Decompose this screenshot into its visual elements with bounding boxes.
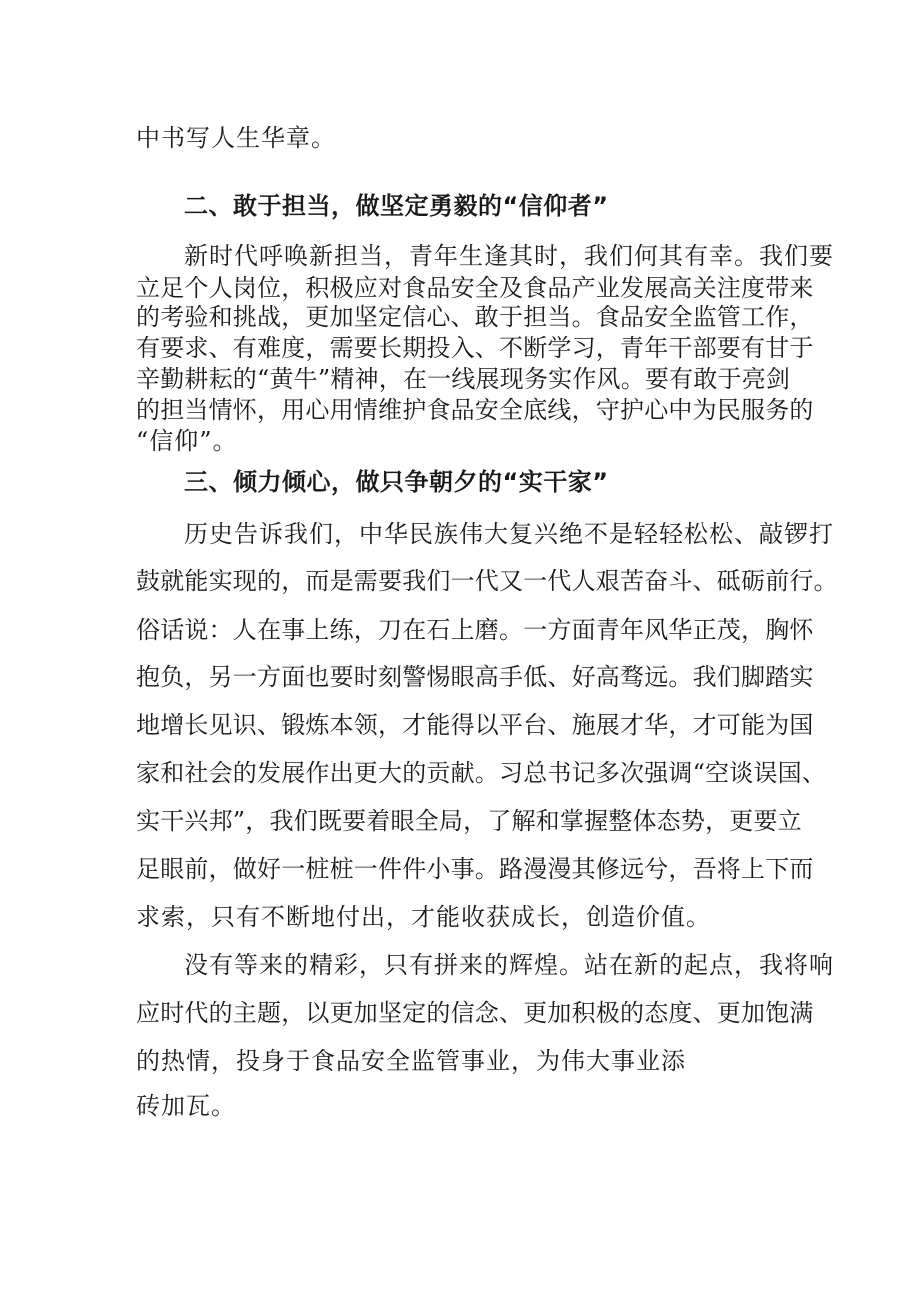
intro-line: 中书写人生华章。 (136, 124, 336, 152)
section-3-heading: 三、倾力倾心，做只争朝夕的“实干家” (184, 468, 609, 496)
section-2-line: 立足个人岗位，积极应对食品安全及食品产业发展高关注度带来 (136, 274, 814, 302)
closing-line: 应时代的主题，以更加坚定的信念、更加积极的态度、更加饱满 (136, 999, 814, 1027)
section-2-line: 新时代呼唤新担当，青年生逢其时，我们何其有幸。我们要 (184, 242, 834, 270)
section-3-line: 历史告诉我们，中华民族伟大复兴绝不是轻轻松松、敲锣打 (184, 520, 834, 548)
section-3-line: 俗话说：人在事上练，刀在石上磨。一方面青年风华正茂，胸怀 (136, 616, 814, 644)
section-3-line: 地增长见识、锻炼本领，才能得以平台、施展才华，才可能为国 (136, 711, 814, 739)
section-3-line: 实干兴邦”，我们既要着眼全局，了解和掌握整体态势，更要立 (136, 807, 802, 835)
section-3-line: 家和社会的发展作出更大的贡献。习总书记多次强调“空谈误国、 (136, 759, 827, 787)
closing-line: 的热情，投身于食品安全监管事业，为伟大事业添 (136, 1047, 686, 1075)
section-2-line: “信仰”。 (136, 427, 238, 455)
closing-line: 砖加瓦。 (136, 1092, 236, 1120)
section-2-heading: 二、敢于担当，做坚定勇毅的“信仰者” (184, 192, 609, 220)
section-3-line: 求索，只有不断地付出，才能收获成长，创造价值。 (136, 903, 711, 931)
section-2-line: 辛勤耕耘的“黄牛”精神，在一线展现务实作风。要有敢于亮剑 (136, 365, 791, 393)
section-3-line: 足眼前，做好一桩桩一件件小事。路漫漫其修远兮，吾将上下而 (136, 855, 814, 883)
section-2-line: 的考验和挑战，更加坚定信心、敢于担当。食品安全监管工作， (136, 303, 814, 331)
section-2-line: 的担当情怀，用心用情维护食品安全底线，守护心中为民服务的 (136, 396, 814, 424)
section-3-line: 鼓就能实现的，而是需要我们一代又一代人艰苦奋斗、砥砺前行。 (136, 567, 838, 595)
section-2-line: 有要求、有难度，需要长期投入、不断学习，青年干部要有甘于 (136, 334, 814, 362)
section-3-line: 抱负，另一方面也要时刻警惕眼高手低、好高骛远。我们脚踏实 (136, 663, 814, 691)
closing-line: 没有等来的精彩，只有拼来的辉煌。站在新的起点，我将响 (184, 951, 834, 979)
